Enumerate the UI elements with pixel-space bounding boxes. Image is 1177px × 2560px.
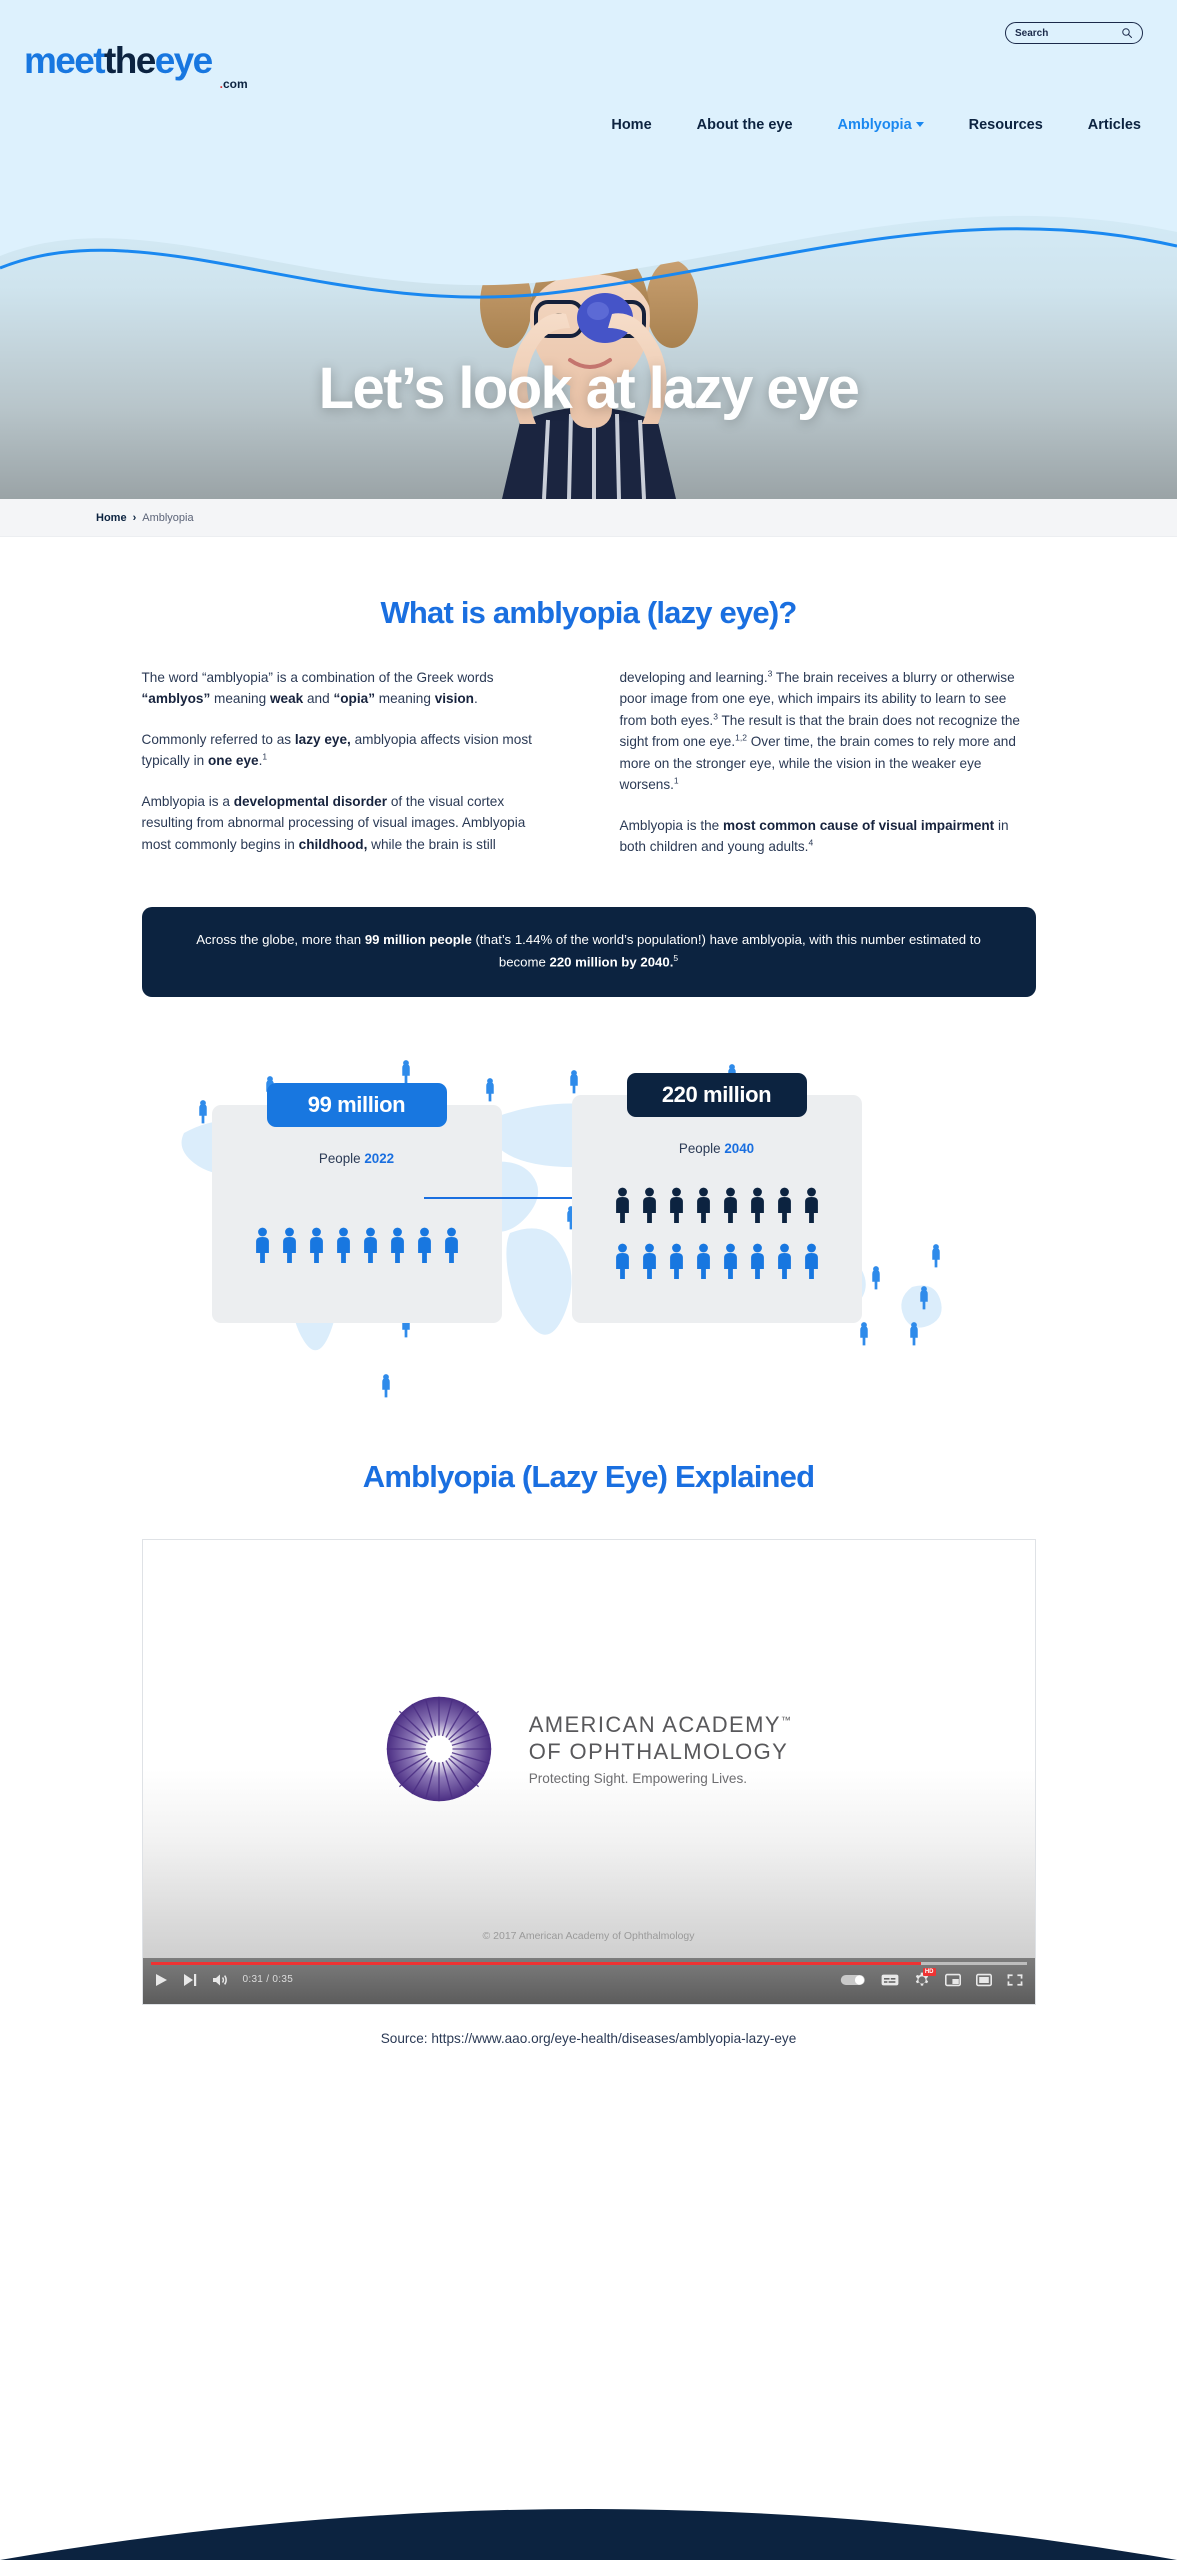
t: Over time, the brain comes to rely more and more on the stronger eye, while the vision in the weaker eye worsens.	[619, 734, 1016, 793]
aao-wordmark	[529, 1711, 793, 1787]
paragraph-developmental	[142, 791, 558, 855]
hero-wave-decoration	[0, 172, 1177, 352]
person-icon	[666, 1243, 686, 1279]
page-title: What is amblyopia (lazy eye)?	[380, 595, 797, 630]
search-box[interactable]	[1005, 22, 1143, 44]
person-icon	[387, 1227, 407, 1263]
miniplayer-icon[interactable]	[945, 1973, 961, 1987]
t: The word “amblyopia” is a combination of the Greek words	[141, 670, 494, 685]
t: The result is that the brain does not recognize the sight from one eye.	[619, 712, 1020, 750]
chevron-down-icon	[916, 122, 924, 127]
logo-dot: .	[219, 77, 223, 91]
search-input[interactable]	[1015, 28, 1121, 39]
aao-line-1	[529, 1711, 793, 1738]
t: Amblyopia is a	[141, 793, 234, 809]
t: childhood,	[298, 836, 368, 852]
nav-item-amblyopia-label: Amblyopia	[837, 117, 912, 133]
t: amblyopia affects vision most typically in	[141, 731, 532, 769]
left-text-column	[142, 667, 558, 877]
search-icon[interactable]	[1121, 27, 1133, 39]
t: .	[258, 753, 263, 769]
video-progress-bar[interactable]	[151, 1962, 1027, 1965]
logo-part-the: the	[103, 40, 155, 81]
badge-99-million: 99 million	[267, 1083, 447, 1127]
logo-com: com	[222, 77, 248, 91]
nav-item-about-the-eye[interactable]: About the eye	[696, 117, 793, 133]
volume-icon[interactable]	[212, 1973, 228, 1987]
t: (that’s 1.44% of the world’s population!) have amblyopia, with this number estimated to become	[471, 931, 981, 970]
person-icon	[693, 1187, 713, 1223]
nav-item-articles[interactable]: Articles	[1087, 117, 1141, 133]
person-icon	[720, 1243, 740, 1279]
t: “opia”	[333, 691, 375, 707]
infographic-card-2040	[572, 1081, 862, 1323]
t: 99 million people	[364, 931, 472, 947]
t: 220 million by 2040.	[549, 954, 674, 970]
t: “amblyos”	[141, 691, 211, 707]
citation-ref: 1	[673, 775, 679, 786]
trademark-symbol: ™	[780, 1715, 793, 1727]
figure-row-2040-dark	[612, 1187, 821, 1223]
autoplay-toggle-icon[interactable]	[840, 1973, 866, 1987]
t: one eye	[207, 753, 259, 769]
t: lazy eye,	[294, 731, 351, 747]
person-icon	[720, 1187, 740, 1223]
citation-ref: 1	[262, 751, 268, 762]
logo-part-eye: eye	[154, 40, 212, 81]
aao-line-2: OF OPHTHALMOLOGY	[528, 1739, 789, 1765]
aao-starburst-logo-icon	[385, 1695, 493, 1803]
person-icon	[801, 1243, 821, 1279]
t: People	[318, 1150, 365, 1166]
t: 2040	[724, 1140, 755, 1156]
aao-tagline: Protecting Sight. Empowering Lives.	[528, 1771, 748, 1787]
theater-mode-icon[interactable]	[976, 1973, 992, 1987]
badge-220-million: 220 million	[627, 1073, 807, 1117]
fullscreen-icon[interactable]	[1007, 1973, 1023, 1987]
video-controls-left	[155, 1973, 294, 1987]
person-icon	[441, 1227, 461, 1263]
t: while the brain is still	[367, 836, 496, 852]
person-icon	[639, 1187, 659, 1223]
two-column-text	[124, 667, 1054, 877]
breadcrumb-home-link[interactable]: Home	[96, 511, 127, 524]
world-map-infographic	[124, 1037, 1054, 1407]
nav-item-resources[interactable]: Resources	[968, 117, 1043, 133]
main-content	[124, 595, 1054, 2046]
breadcrumb	[0, 499, 1177, 537]
t: Commonly referred to as	[141, 731, 295, 747]
hero-title: Let’s look at lazy eye	[318, 356, 859, 421]
video-section-title: Amblyopia (Lazy Eye) Explained	[362, 1458, 815, 1494]
paragraph-brain-processing	[620, 667, 1036, 796]
citation-ref: 1,2	[735, 732, 747, 743]
person-icon	[747, 1187, 767, 1223]
citation-ref: 3	[767, 668, 773, 679]
infographic-card-2022	[212, 1091, 502, 1323]
breadcrumb-separator: ›	[132, 511, 137, 524]
video-controls-bar[interactable]	[143, 1958, 1035, 2004]
t: AMERICAN ACADEMY	[528, 1711, 781, 1737]
t: in both children and young adults.	[619, 817, 1009, 855]
main-navigation	[611, 117, 1141, 133]
person-icon	[747, 1243, 767, 1279]
citation-ref: 3	[713, 711, 718, 722]
t: meaning	[210, 691, 270, 707]
logo-part-meet: meet	[24, 40, 104, 81]
video-controls-right	[840, 1968, 1023, 1988]
video-player[interactable]	[142, 1539, 1036, 2005]
person-icon	[639, 1243, 659, 1279]
video-progress-played	[151, 1962, 922, 1965]
person-icon	[252, 1227, 272, 1263]
paragraph-etymology	[142, 667, 558, 710]
t: Across the globe, more than	[196, 931, 365, 947]
play-icon[interactable]	[155, 1973, 168, 1987]
video-source-caption: Source: https://www.aao.org/eye-health/diseases/amblyopia-lazy-eye	[380, 2030, 797, 2046]
label-people-2040	[679, 1141, 754, 1156]
person-icon	[612, 1243, 632, 1279]
person-icon	[801, 1187, 821, 1223]
paragraph-lazy-eye	[142, 729, 558, 772]
right-text-column	[620, 667, 1036, 877]
logo-dotcom	[220, 78, 248, 90]
t: meaning	[375, 691, 435, 707]
hero-banner	[0, 172, 1177, 499]
video-timestamp: 0:31 / 0:35	[242, 1974, 294, 1986]
t: vision	[434, 691, 474, 707]
next-track-icon[interactable]	[183, 1973, 197, 1987]
citation-ref: 5	[673, 953, 679, 964]
t: most common cause of visual impairment	[723, 817, 995, 833]
paragraph-most-common-cause	[620, 815, 1036, 858]
nav-item-amblyopia[interactable]	[838, 117, 924, 133]
t: People	[678, 1140, 725, 1156]
t: of the visual cortex resulting from abnormal processing of visual images. Amblyopia most commonly begins in	[141, 793, 526, 852]
person-icon	[612, 1187, 632, 1223]
site-logo[interactable]	[24, 40, 248, 91]
t: and	[303, 691, 334, 707]
site-header	[0, 0, 1177, 172]
t: .	[473, 691, 478, 707]
t: Amblyopia is the	[619, 817, 724, 833]
person-icon	[414, 1227, 434, 1263]
statistic-callout	[142, 907, 1036, 997]
t: developmental disorder	[233, 793, 388, 809]
figure-row-2022	[252, 1227, 461, 1263]
person-icon	[360, 1227, 380, 1263]
footer-curve-decoration	[0, 2480, 1177, 2560]
nav-item-home[interactable]: Home	[611, 117, 652, 133]
video-stage[interactable]	[143, 1540, 1035, 1958]
subtitles-icon[interactable]	[881, 1973, 899, 1987]
person-icon	[693, 1243, 713, 1279]
figure-row-2040-blue	[612, 1243, 821, 1279]
person-icon	[306, 1227, 326, 1263]
t: The brain receives a blurry or otherwise poor image from one eye, which impairs its ability to learn to see from both eyes.	[619, 670, 1015, 728]
person-icon	[279, 1227, 299, 1263]
citation-ref: 4	[808, 837, 814, 848]
label-people-2022	[319, 1151, 394, 1166]
t: 2022	[364, 1150, 395, 1166]
person-icon	[666, 1187, 686, 1223]
person-icon	[774, 1187, 794, 1223]
t: weak	[269, 691, 304, 707]
hd-badge: HD	[924, 1968, 934, 1975]
breadcrumb-current: Amblyopia	[142, 511, 194, 524]
person-icon	[774, 1243, 794, 1279]
person-icon	[333, 1227, 353, 1263]
video-copyright-watermark: © 2017 American Academy of Ophthalmology	[482, 1929, 695, 1942]
t: developing and learning.	[619, 670, 768, 685]
